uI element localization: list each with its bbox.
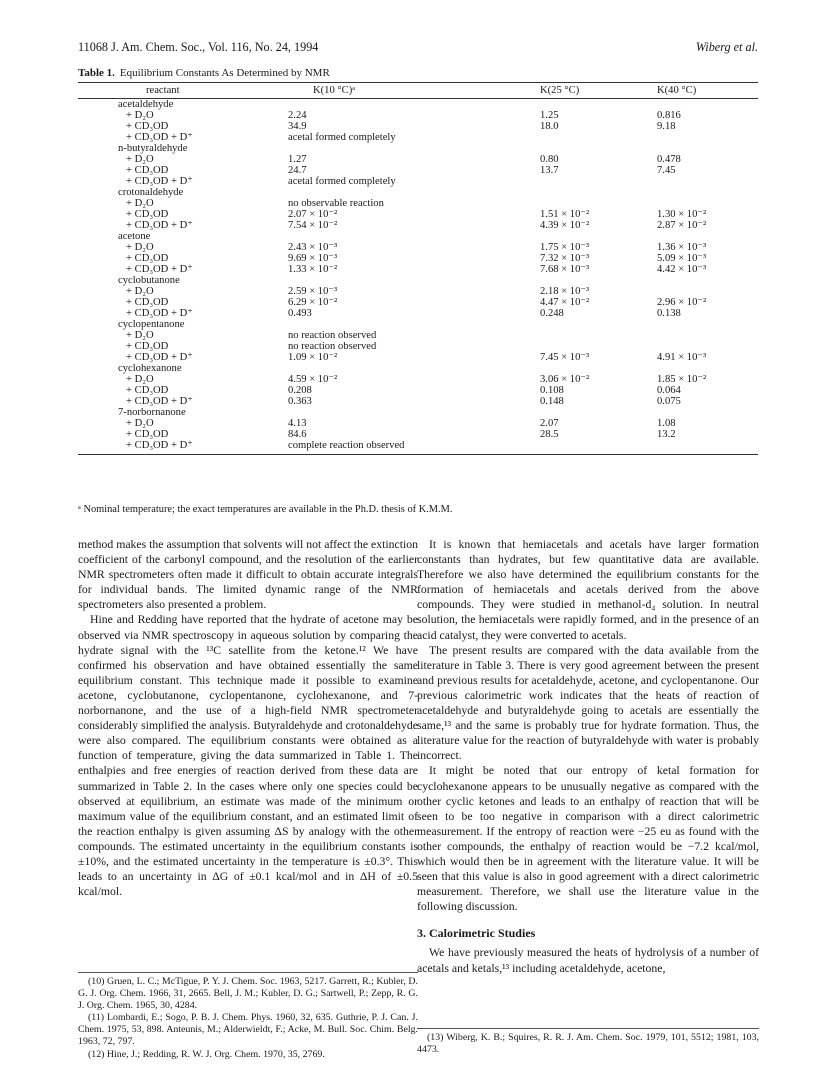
k40-cell [651,231,758,242]
reactant-cell: + D₂O [126,198,154,209]
k25-cell [510,275,651,286]
k10-cell: no observable reaction [288,198,384,209]
reference: (13) Wiberg, K. B.; Squires, R. R. J. Am. Chem. Soc. 1979, 101, 5512; 1981, 103, 4473. [417,1032,759,1056]
reactant-cell: + CD₃OD [126,429,169,440]
k25-cell: 7.45 × 10⁻³ [540,352,590,363]
k40-cell: 1.36 × 10⁻³ [657,242,707,253]
table-row [78,143,758,154]
reactant-cell: + D₂O [126,418,154,429]
table-footnote: ᵃ Nominal temperature; the exact temperatures are available in the Ph.D. thesis of K.M.M. [78,504,453,515]
table-row [78,319,758,330]
table-row [78,187,758,198]
k40-cell: 0.478 [657,154,681,165]
k40-cell [651,363,758,374]
table-header-row [78,83,758,99]
k40-cell: 4.42 × 10⁻³ [657,264,707,275]
k10-cell: 2.24 [288,110,307,121]
k40-cell [651,341,758,352]
right-column [417,537,759,976]
k10-cell: 2.07 × 10⁻² [288,209,338,220]
paragraph: We have previously measured the heats of hydrolysis of a number of acetals and ketals,¹³ including acetaldehyde, acetone, [417,946,759,975]
reactant-cell: + CD₃OD + D⁺ [126,308,193,319]
column-header: K(25 °C) [510,83,651,99]
k10-cell: complete reaction observed [288,440,405,451]
table-row [78,440,758,455]
k40-cell [651,176,758,187]
k10-cell: 4.13 [288,418,307,429]
paragraph: It is known that hemiacetals and acetals have larger formation constants than hydrates, but few quantitative data are available. Therefore we also have determined the equilibrium constants for the formation of hemiacetals and acetals derived from the above compounds. They were studied in methanol-d₄ solution. In neutral solution, the hemiacetals were rapidly formed, and in the presence of an acid catalyst, they were converted to acetals. [417,538,759,642]
k10-cell [288,231,510,242]
k10-cell: 0.493 [288,308,312,319]
table-row [78,110,758,121]
table-row [78,275,758,286]
left-column [78,537,418,899]
k40-cell [651,275,758,286]
k40-cell: 2.96 × 10⁻² [657,297,707,308]
k40-cell: 0.816 [657,110,681,121]
k10-cell: 9.69 × 10⁻³ [288,253,338,264]
reactant-cell: 7-norbornanone [118,407,186,418]
k10-cell [288,407,510,418]
k10-cell: 34.9 [288,121,307,132]
reference: (12) Hine, J.; Redding, R. W. J. Org. Chem. 1970, 35, 2769. [88,1048,325,1060]
k10-cell: 7.54 × 10⁻² [288,220,338,231]
running-author: Wiberg et al. [695,40,758,54]
paragraph: method makes the assumption that solvents will not affect the extinction coefficient of the carbonyl compound, and the resolution of the earlier NMR spectrometers often made it difficult to obtain accurate integrals for individual bands. The limited dynamic range of the NMR spectrometers also presented a problem. [78,538,418,612]
reactant-cell: + D₂O [126,242,154,253]
table-caption [78,67,330,79]
reactant-cell: + CD₃OD + D⁺ [126,220,193,231]
table-row [78,253,758,264]
k40-cell [651,319,758,330]
k10-cell: no reaction observed [288,330,377,341]
k40-cell [651,187,758,198]
table-row [78,165,758,176]
k40-cell: 4.91 × 10⁻³ [657,352,707,363]
table-row [78,132,758,143]
table-row [78,363,758,374]
k10-cell: 2.59 × 10⁻³ [288,286,338,297]
k40-cell: 5.09 × 10⁻³ [657,253,707,264]
section-heading: 3. Calorimetric Studies [417,926,536,941]
reactant-cell: + CD₃OD [126,209,169,220]
k10-cell [288,187,510,198]
k10-cell: 84.6 [288,429,307,440]
k25-cell: 28.5 [540,429,559,440]
k10-cell: 1.33 × 10⁻² [288,264,338,275]
page-header [78,40,758,56]
k10-cell: 4.59 × 10⁻² [288,374,338,385]
k10-cell [288,319,510,330]
k10-cell [288,363,510,374]
k25-cell [510,99,651,111]
k40-cell [651,99,758,111]
k40-cell [651,198,758,209]
k25-cell: 0.80 [540,154,559,165]
reactant-cell: + CD₃OD [126,121,169,132]
k40-cell: 1.85 × 10⁻² [657,374,707,385]
column-header: reactant [78,83,288,99]
k25-cell: 4.47 × 10⁻² [540,297,590,308]
table-row [78,385,758,396]
k25-cell: 0.108 [540,385,564,396]
k40-cell [651,132,758,143]
references-left [78,972,418,1061]
reactant-cell: + D₂O [126,286,154,297]
k25-cell [510,143,651,154]
table-row [78,198,758,209]
k25-cell [510,363,651,374]
k40-cell: 0.075 [657,396,681,407]
k25-cell: 0.148 [540,396,564,407]
k10-cell: 24.7 [288,165,307,176]
paragraph: It might be noted that our entropy of ketal formation for cyclohexanone appears to be unusually negative as compared with the other cyclic ketones and leads to an enthalpy of reaction that will be seen to be too negative in comparison with a direct calorimetric measurement. If the entropy of reaction were −25 eu as found with the other compounds, the enthalpy of reaction would be −7.2 kcal/mol, which would then be in agreement with the literature value. It will be seen that this value is also in good agreement with a direct calorimetric measurement. Therefore, we shall use the literature value in the following discussion. [417,764,759,914]
table-row [78,352,758,363]
reactant-cell: cyclobutanone [118,275,180,286]
equilibrium-table-container [78,82,758,455]
table-row [78,121,758,132]
k25-cell: 0.248 [540,308,564,319]
k10-cell: 2.43 × 10⁻³ [288,242,338,253]
k40-cell: 7.45 [657,165,676,176]
reactant-cell: + CD₃OD + D⁺ [126,132,193,143]
table-body [78,99,758,455]
k10-cell: 0.208 [288,385,312,396]
reactant-cell: + CD₃OD + D⁺ [126,396,193,407]
k10-cell: 1.09 × 10⁻² [288,352,338,363]
table-row [78,341,758,352]
table-title: Equilibrium Constants As Determined by NMR [119,67,330,79]
k40-cell: 1.30 × 10⁻² [657,209,707,220]
reactant-cell: + D₂O [126,110,154,121]
k25-cell: 1.75 × 10⁻³ [540,242,590,253]
table-row [78,264,758,275]
reactant-cell: + D₂O [126,154,154,165]
table-row [78,242,758,253]
reference: (10) Gruen, L. C.; McTigue, P. Y. J. Chem. Soc. 1963, 5217. Garrett, R.; Kubler, D. G. J. Org. Chem. 1966, 31, 2665. Bell, J. M.; Kubler, D. G.; Sartwell, P.; Zepp, R. G. J. Org. Chem. 1965, 30, 4284. [78,976,418,1012]
column-header: K(10 °C)ᵃ [288,83,510,99]
reactant-cell: + CD₃OD + D⁺ [126,352,193,363]
references-right [417,1028,759,1056]
reactant-cell: + CD₃OD [126,253,169,264]
k10-cell: acetal formed completely [288,132,396,143]
reactant-cell: + CD₃OD + D⁺ [126,264,193,275]
reactant-cell: + CD₃OD + D⁺ [126,440,193,451]
k25-cell [510,231,651,242]
paragraph: Hine and Redding have reported that the hydrate of acetone may be observed via NMR spectroscopy in aqueous solution by comparing the hydrate signal with the ¹³C satellite from the ketone.¹² We have confirmed his observation and have obtained essentially the same equilibrium constant. This technique made it possible to examine acetone, cyclobutanone, cyclopentanone, cyclohexanone, and 7-norbornanone, and the use of a high-field NMR spectrometer considerably simplified the analysis. Butyraldehyde and crotonaldehyde were also compared. The equilibrium constants were obtained as a function of temperature, giving the data summarized in Table 1. The enthalpies and free energies of reaction derived from these data are summarized in Table 2. In the cases where only one species could be observed at equilibrium, an estimate was made of the minimum or maximum value of the equilibrium constant, and an estimated limit of the reaction enthalpy is given assuming ΔS by analogy with the other compounds. The estimated uncertainty in the equilibrium constants is ±10%, and the estimated uncertainty in the temperature is ±0.3°. This leads to an uncertainty in ΔG of ±0.1 kcal/mol and in ΔH of ±0.5 kcal/mol. [78,613,418,899]
k25-cell: 3.06 × 10⁻² [540,374,590,385]
equilibrium-table [78,82,758,455]
reference: (11) Lombardi, E.; Sogo, P. B. J. Chem. Phys. 1960, 32, 635. Guthrie, P. J. Can. J. Chem. 1975, 53, 898. Anteunis, M.; Alderwieldt, F.; Acke, M. Bull. Soc. Chim. Belg. 1963, 72, 797. [78,1012,418,1048]
k40-cell [651,143,758,154]
table-row [78,99,758,111]
table-row [78,176,758,187]
journal-citation: 11068 J. Am. Chem. Soc., Vol. 116, No. 24, 1994 [78,40,319,54]
k10-cell: no reaction observed [288,341,377,352]
reactant-cell: + D₂O [126,330,154,341]
reactant-cell: cyclohexanone [118,363,182,374]
k25-cell: 7.68 × 10⁻³ [540,264,590,275]
table-row [78,297,758,308]
k10-cell: 1.27 [288,154,307,165]
k40-cell: 0.064 [657,385,681,396]
k10-cell: 6.29 × 10⁻² [288,297,338,308]
k10-cell [288,143,510,154]
k40-cell [651,330,758,341]
k25-cell [510,319,651,330]
table-row [78,209,758,220]
k25-cell: 1.25 [540,110,559,121]
k40-cell [651,440,758,455]
k25-cell [510,198,651,209]
reactant-cell: + CD₃OD + D⁺ [126,176,193,187]
reactant-cell: acetone [118,231,151,242]
reactant-cell: + CD₃OD [126,341,169,352]
k40-cell: 2.87 × 10⁻² [657,220,707,231]
paragraph: The present results are compared with the data available from the literature in Table 3. There is very good agreement between the present and previous results for acetaldehyde, acetone, and cyclopentanone. Our previous calorimetric work indicates that the heats of reaction of acetaldehyde and butyraldehyde going to acetals are essentially the same,¹³ and the same is probably true for hydrate formation. Thus, the literature value for the reaction of butyraldehyde with water is probably incorrect. [417,643,759,763]
k40-cell [651,407,758,418]
table-row [78,407,758,418]
reactant-cell: acetaldehyde [118,99,174,110]
reactant-cell: + D₂O [126,374,154,385]
k10-cell [288,99,510,111]
table-row [78,220,758,231]
table-row [78,330,758,341]
reactant-cell: + CD₃OD [126,165,169,176]
k25-cell [510,132,651,143]
k25-cell [510,176,651,187]
k25-cell [510,440,651,455]
k10-cell [288,275,510,286]
k25-cell [510,187,651,198]
reactant-cell: + CD₃OD [126,385,169,396]
k10-cell: acetal formed completely [288,176,396,187]
k10-cell: 0.363 [288,396,312,407]
k25-cell: 2.07 [540,418,559,429]
k40-cell [651,286,758,297]
reactant-cell: n-butyraldehyde [118,143,188,154]
k25-cell: 1.51 × 10⁻² [540,209,590,220]
table-row [78,286,758,297]
table-row [78,396,758,407]
table-row [78,154,758,165]
table-row [78,429,758,440]
table-row [78,418,758,429]
k40-cell: 13.2 [657,429,676,440]
k25-cell: 18.0 [540,121,559,132]
k25-cell [510,330,651,341]
k25-cell: 2.18 × 10⁻³ [540,286,590,297]
table-row [78,231,758,242]
table-row [78,308,758,319]
table-row [78,374,758,385]
k25-cell [510,407,651,418]
k40-cell: 9.18 [657,121,676,132]
k40-cell: 0.138 [657,308,681,319]
k25-cell [510,341,651,352]
k25-cell: 13.7 [540,165,559,176]
k25-cell: 4.39 × 10⁻² [540,220,590,231]
reactant-cell: cyclopentanone [118,319,185,330]
table-label: Table 1. [78,67,115,79]
reactant-cell: + CD₃OD [126,297,169,308]
column-header: K(40 °C) [651,83,758,99]
k25-cell: 7.32 × 10⁻³ [540,253,590,264]
k40-cell: 1.08 [657,418,676,429]
reactant-cell: crotonaldehyde [118,187,184,198]
